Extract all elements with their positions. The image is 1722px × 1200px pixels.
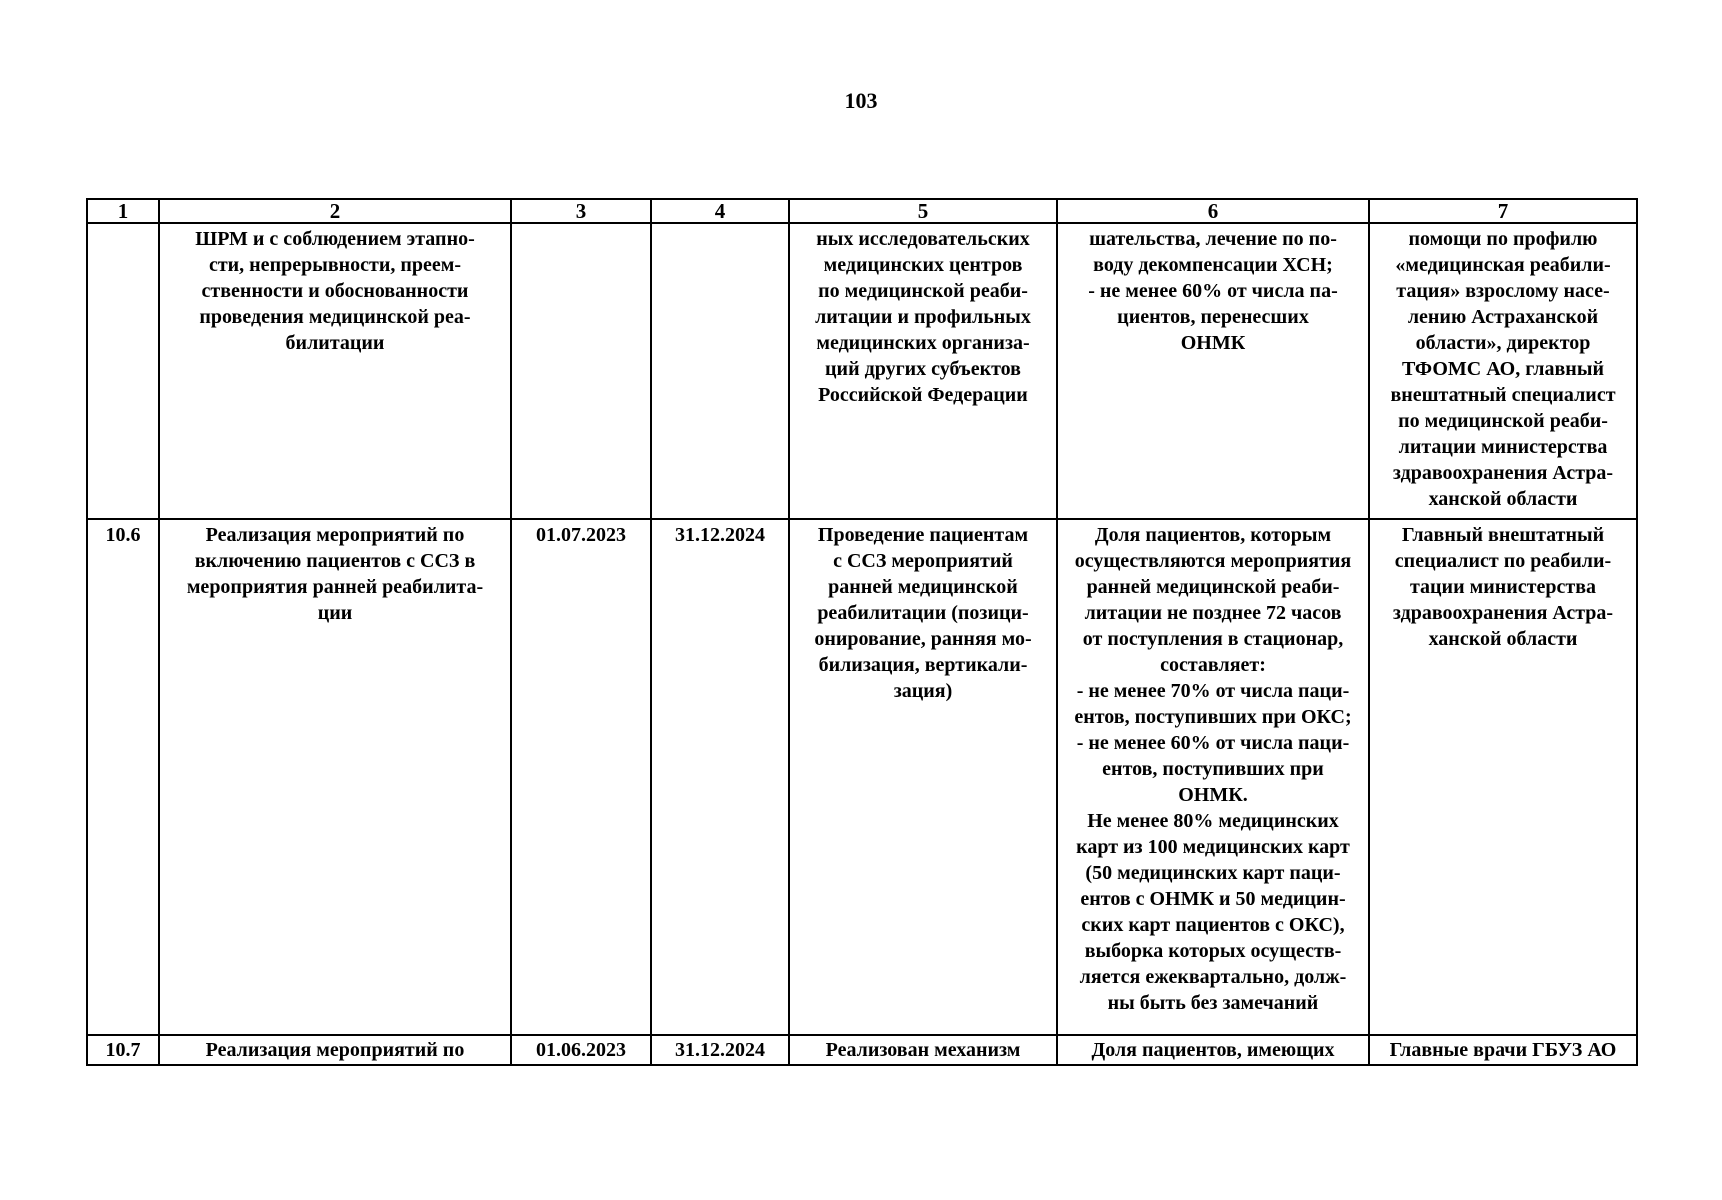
column-number-6: 6 bbox=[1057, 199, 1369, 223]
indicator-cell: шательства, лечение по по- воду декомпенсации ХСН; - не менее 60% от числа па- циентов, перенесших ОНМК bbox=[1057, 223, 1369, 519]
column-number-5: 5 bbox=[789, 199, 1057, 223]
result-cell: ных исследовательских медицинских центров по медицинской реаби- литации и профильных медицинских организа- ций других субъектов Российской Федерации bbox=[789, 223, 1057, 519]
indicator-cell: Доля пациентов, имеющих bbox=[1057, 1035, 1369, 1065]
column-number-row bbox=[87, 199, 1637, 223]
page-number: 103 bbox=[844, 88, 878, 113]
column-number-1: 1 bbox=[87, 199, 159, 223]
end-date-cell: 31.12.2024 bbox=[651, 1035, 789, 1065]
responsible-cell: Главные врачи ГБУЗ АО bbox=[1369, 1035, 1637, 1065]
row-number-cell bbox=[87, 223, 159, 519]
measures-table bbox=[86, 198, 1638, 1066]
end-date-cell: 31.12.2024 bbox=[651, 519, 789, 1035]
result-cell: Реализован механизм bbox=[789, 1035, 1057, 1065]
activity-cell: Реализация мероприятий по bbox=[159, 1035, 511, 1065]
responsible-cell: Главный внештатный специалист по реабили- тации министерства здравоохранения Астра- ханской области bbox=[1369, 519, 1637, 1035]
start-date-cell: 01.06.2023 bbox=[511, 1035, 651, 1065]
activity-cell: Реализация мероприятий по включению пациентов с ССЗ в мероприятия ранней реабилита- ции bbox=[159, 519, 511, 1035]
activity-cell: ШРМ и с соблюдением этапно- сти, непрерывности, преем- ственности и обоснованности проведения медицинской реа- билитации bbox=[159, 223, 511, 519]
row-number-cell: 10.6 bbox=[87, 519, 159, 1035]
end-date-cell bbox=[651, 223, 789, 519]
column-number-2: 2 bbox=[159, 199, 511, 223]
start-date-cell: 01.07.2023 bbox=[511, 519, 651, 1035]
responsible-cell: помощи по профилю «медицинская реабили- тация» взрослому насе- лению Астраханской области», директор ТФОМС АО, главный внештатный специалист по медицинской реаби- литации министерства здравоохранения Астра- ханской области bbox=[1369, 223, 1637, 519]
column-number-7: 7 bbox=[1369, 199, 1637, 223]
indicator-cell: Доля пациентов, которым осуществляются мероприятия ранней медицинской реаби- литации не позднее 72 часов от поступления в стационар, составляет: - не менее 70% от числа паци- ентов, поступивших при ОКС; - не менее 60% от числа паци- ентов, поступивших при ОНМК. Не менее 80% медицинских карт из 100 медицинских карт (50 медицинских карт паци- ентов с ОНМК и 50 медицин- ских карт пациентов с ОКС), выборка которых осуществ- ляется ежеквартально, долж- ны быть без замечаний bbox=[1057, 519, 1369, 1035]
column-number-3: 3 bbox=[511, 199, 651, 223]
start-date-cell bbox=[511, 223, 651, 519]
column-number-4: 4 bbox=[651, 199, 789, 223]
table-row bbox=[87, 223, 1637, 519]
result-cell: Проведение пациентам с ССЗ мероприятий ранней медицинской реабилитации (позици- онирование, ранняя мо- билизация, вертикали- зация) bbox=[789, 519, 1057, 1035]
table-row bbox=[87, 1035, 1637, 1065]
table-row bbox=[87, 519, 1637, 1035]
row-number-cell: 10.7 bbox=[87, 1035, 159, 1065]
